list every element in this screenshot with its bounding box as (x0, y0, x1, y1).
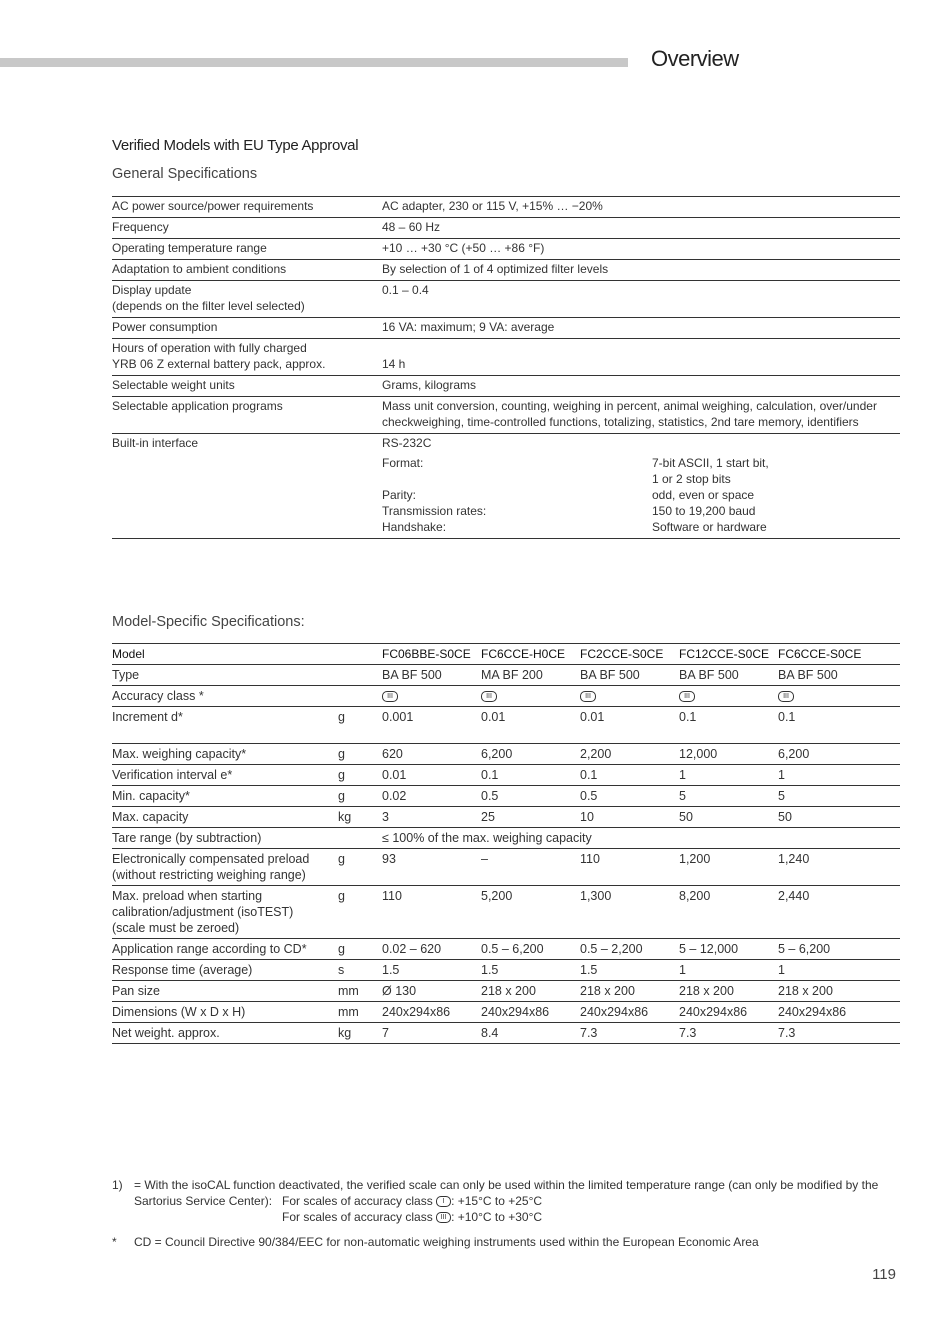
spec-label (112, 377, 382, 393)
model-row-unit (338, 688, 382, 704)
model-value: 5 – 12,000 (679, 942, 739, 956)
spec-value (382, 319, 900, 335)
accuracy-class-iii-icon: III (679, 691, 695, 702)
interface-param (382, 455, 900, 471)
model-value: 50 (679, 810, 693, 824)
spec-value-line: AC adapter, 230 or 115 V, +15% … −20% (382, 199, 603, 213)
model-row-label-line: Accuracy class * (112, 689, 204, 703)
model-row-label-line: Increment d* (112, 710, 183, 724)
model-row-label (112, 1004, 338, 1020)
spec-label-line: Hours of operation with fully charged (112, 341, 307, 355)
model-row-unit: kg (338, 810, 352, 824)
spec-label-line: YRB 06 Z external battery pack, approx. (112, 357, 326, 371)
model-row (112, 765, 900, 786)
accuracy-class-iii-icon: III (580, 691, 596, 702)
interface-param (382, 503, 900, 519)
model-row (112, 786, 900, 807)
model-row-label-line: Max. capacity (112, 810, 189, 824)
model-row-label (112, 688, 338, 704)
page-number: 119 (872, 1266, 896, 1283)
accuracy-cell (580, 688, 679, 704)
interface-param (382, 519, 900, 535)
model-value: 6,200 (481, 747, 513, 761)
spec-value-line: By selection of 1 of 4 optimized filter levels (382, 262, 609, 276)
spec-value-line: RS-232C (382, 436, 432, 450)
spec-value (382, 261, 900, 277)
model-value: 240x294x86 (778, 1005, 847, 1019)
model-row-label-line: Electronically compensated preload (112, 852, 310, 866)
model-value: 10 (580, 810, 594, 824)
model-row-unit: s (338, 963, 345, 977)
spec-value (382, 398, 900, 430)
model-row-unit: g (338, 889, 345, 903)
model-value: 2,200 (580, 747, 612, 761)
model-row-label-line: calibration/adjustment (isoTEST) (112, 905, 294, 919)
accuracy-class-iii-icon: III (382, 691, 398, 702)
model-value: – (481, 852, 488, 866)
model-row-label-line: Max. weighing capacity* (112, 747, 247, 761)
footnote-2 (112, 1234, 900, 1250)
model-value: 0.1 (481, 768, 499, 782)
model-value: 0.02 (382, 789, 407, 803)
param-value: 1 or 2 stop bits (652, 472, 731, 486)
model-row (112, 665, 900, 686)
model-row (112, 981, 900, 1002)
model-name: FC2CCE-S0CE (580, 647, 664, 661)
model-value: 0.01 (580, 710, 605, 724)
footnote-line (134, 1193, 900, 1209)
interface-params (382, 455, 900, 535)
model-value: 1 (679, 963, 686, 977)
spec-label-line: Power consumption (112, 320, 218, 334)
model-value: 5 (778, 789, 785, 803)
model-value: 50 (778, 810, 792, 824)
footnote-marker: * (112, 1235, 117, 1249)
model-row-unit: mm (338, 984, 359, 998)
spec-label (112, 261, 382, 277)
model-row-label-line: Verification interval e* (112, 768, 233, 782)
model-value: 5,200 (481, 889, 513, 903)
footnote-text: For scales of accuracy class (282, 1210, 433, 1224)
spec-value-line: 16 VA: maximum; 9 VA: average (382, 320, 555, 334)
accuracy-class-iii-icon: III (778, 691, 794, 702)
model-row-label-line: Tare range (by subtraction) (112, 831, 262, 845)
model-row-label-line: Application range according to CD* (112, 942, 307, 956)
model-name: FC06BBE-S0CE (382, 647, 471, 661)
spec-label (112, 219, 382, 235)
model-value: 7 (382, 1026, 389, 1040)
model-row-unit: g (338, 942, 345, 956)
model-value: 8.4 (481, 1026, 499, 1040)
model-value: 1,200 (679, 852, 711, 866)
param-key: Format: (382, 456, 424, 470)
footnote-line (134, 1209, 900, 1225)
model-row-span-value: ≤ 100% of the max. weighing capacity (382, 831, 592, 845)
spec-label (112, 282, 382, 314)
interface-param (382, 471, 900, 487)
model-row-unit: g (338, 747, 345, 761)
spec-row (112, 281, 900, 318)
footnote-text: : +15°C to +25°C (451, 1194, 543, 1208)
model-row-label (112, 941, 338, 957)
spec-value (382, 435, 900, 535)
spec-row (112, 318, 900, 339)
model-value: 0.1 (679, 710, 697, 724)
model-value: 240x294x86 (382, 1005, 451, 1019)
model-row-label (112, 746, 338, 762)
model-specs-table (112, 643, 900, 1044)
model-row-label-line: Pan size (112, 984, 160, 998)
model-value: BA BF 500 (778, 668, 838, 682)
model-header-row (112, 644, 900, 665)
spec-value (382, 240, 900, 256)
model-row-label (112, 830, 338, 846)
footnote-text: Sartorius Service Center): (134, 1194, 273, 1208)
model-value: 25 (481, 810, 495, 824)
model-row (112, 1023, 900, 1044)
model-row-label (112, 767, 338, 783)
model-row-label-line: Net weight. approx. (112, 1026, 220, 1040)
model-value: 218 x 200 (679, 984, 734, 998)
spec-value-line: checkweighing, time-controlled functions, totalizing, statistics, 2nd tare memory, identifiers (382, 415, 859, 429)
model-header-label: Model (112, 647, 145, 661)
model-value: 0.01 (481, 710, 506, 724)
spec-label-line: Adaptation to ambient conditions (112, 262, 287, 276)
spec-label-line: AC power source/power requirements (112, 199, 314, 213)
model-value: 110 (382, 889, 402, 903)
spec-label-line: Operating temperature range (112, 241, 267, 255)
spec-label-line: Frequency (112, 220, 169, 234)
spec-row (112, 197, 900, 218)
model-row-label (112, 809, 338, 825)
general-specs-title: General Specifications (112, 166, 258, 182)
model-value: 240x294x86 (679, 1005, 748, 1019)
param-key: Handshake: (382, 520, 447, 534)
accuracy-cell (778, 688, 887, 704)
footnotes (112, 1177, 900, 1250)
model-row (112, 886, 900, 939)
accuracy-class-iii-icon: III (481, 691, 497, 702)
model-name: FC12CCE-S0CE (679, 647, 770, 661)
model-row-label-line: Dimensions (W x D x H) (112, 1005, 246, 1019)
spec-value (382, 198, 900, 214)
model-value: 240x294x86 (481, 1005, 550, 1019)
model-row-label (112, 1025, 338, 1041)
spec-row (112, 339, 900, 376)
model-value: 0.5 (580, 789, 598, 803)
footnote-text: For scales of accuracy class (282, 1194, 433, 1208)
model-row (112, 744, 900, 765)
model-value: 620 (382, 747, 403, 761)
accuracy-cell (382, 688, 481, 704)
param-key (382, 471, 652, 487)
model-value: 0.5 (481, 789, 499, 803)
model-value: 2,440 (778, 889, 810, 903)
model-row (112, 939, 900, 960)
spec-value-line: Mass unit conversion, counting, weighing in percent, animal weighing, calculation, over/under (382, 399, 877, 413)
accuracy-cell (481, 688, 580, 704)
spec-value (382, 340, 900, 372)
model-value: 110 (580, 852, 600, 866)
spec-label (112, 319, 382, 335)
spec-label (112, 198, 382, 214)
spec-value-line (382, 340, 900, 356)
param-key: Parity: (382, 488, 417, 502)
footnote-marker: 1) (112, 1178, 123, 1192)
spec-label-line: (depends on the filter level selected) (112, 299, 305, 313)
model-row (112, 849, 900, 886)
spec-label (112, 398, 382, 430)
model-value: 93 (382, 852, 396, 866)
model-specs-title: Model-Specific Specifications: (112, 614, 305, 630)
accuracy-class-icon: I (436, 1196, 451, 1207)
model-value: 218 x 200 (778, 984, 833, 998)
model-row-label-line: (without restricting weighing range) (112, 868, 306, 882)
model-value: BA BF 500 (580, 668, 640, 682)
model-value: 5 (679, 789, 686, 803)
spec-label (112, 340, 382, 372)
model-row-label (112, 962, 338, 978)
footnote-text: : +10°C to +30°C (451, 1210, 543, 1224)
spec-row (112, 218, 900, 239)
model-row (112, 807, 900, 828)
footnote-1 (112, 1177, 900, 1225)
model-row (112, 686, 900, 707)
section-title: Verified Models with EU Type Approval (112, 137, 359, 154)
interface-param (382, 487, 900, 503)
model-value: 1.5 (481, 963, 499, 977)
header-bar (0, 58, 628, 67)
model-name: FC6CCE-H0CE (481, 647, 566, 661)
model-value: Ø 130 (382, 984, 417, 998)
model-row-unit: g (338, 710, 345, 724)
model-row-label (112, 851, 338, 883)
model-row-unit (338, 830, 382, 846)
model-value: 0.01 (382, 768, 407, 782)
model-value: 0.1 (580, 768, 598, 782)
model-value: 1,300 (580, 889, 612, 903)
spec-value (382, 282, 900, 314)
general-specs-table (112, 196, 900, 539)
accuracy-cell (679, 688, 778, 704)
model-row (112, 960, 900, 981)
spec-value-line: 0.1 – 0.4 (382, 283, 429, 297)
spec-value-line: Grams, kilograms (382, 378, 477, 392)
model-value: 7.3 (580, 1026, 598, 1040)
accuracy-class-icon: III (436, 1212, 451, 1223)
model-row-unit: mm (338, 1005, 359, 1019)
param-key: Transmission rates: (382, 504, 487, 518)
model-value: 6,200 (778, 747, 810, 761)
spec-value (382, 219, 900, 235)
param-value: odd, even or space (652, 488, 755, 502)
spec-label-line: Selectable weight units (112, 378, 235, 392)
spec-row (112, 239, 900, 260)
model-name: FC6CCE-S0CE (778, 647, 862, 661)
page-title: Overview (651, 46, 739, 71)
model-value: 1 (778, 768, 785, 782)
model-value: BA BF 500 (679, 668, 739, 682)
model-row-unit: g (338, 789, 345, 803)
spec-label: Built-in interface (112, 436, 199, 450)
footnote-text: CD = Council Directive 90/384/EEC for non-automatic weighing instruments used within the European Economic Area (134, 1235, 759, 1249)
model-header-unit (338, 646, 382, 662)
model-value: 5 – 6,200 (778, 942, 831, 956)
model-row-label-line: Response time (average) (112, 963, 253, 977)
spec-row (112, 260, 900, 281)
model-row-label-line: Type (112, 668, 140, 682)
spec-label (112, 240, 382, 256)
model-value: 1 (778, 963, 785, 977)
spec-label-line: Selectable application programs (112, 399, 283, 413)
model-row-unit (338, 667, 382, 683)
model-value: MA BF 200 (481, 668, 543, 682)
spec-row (112, 397, 900, 434)
spec-value-line: +10 … +30 °C (+50 … +86 °F) (382, 241, 545, 255)
model-value: 7.3 (679, 1026, 697, 1040)
model-value: 240x294x86 (580, 1005, 649, 1019)
model-row-label (112, 709, 338, 741)
model-value: 7.3 (778, 1026, 796, 1040)
param-value: Software or hardware (652, 520, 767, 534)
model-value: BA BF 500 (382, 668, 442, 682)
footnote-text: = With the isoCAL function deactivated, the verified scale can only be used within the limited temperature range (can only be modified by the (134, 1178, 879, 1192)
model-row (112, 1002, 900, 1023)
model-row-label-line: Min. capacity* (112, 789, 190, 803)
model-value: 0.5 – 6,200 (481, 942, 544, 956)
model-row (112, 828, 900, 849)
spec-label-line: Display update (112, 283, 192, 297)
model-value: 8,200 (679, 889, 711, 903)
model-value: 218 x 200 (481, 984, 536, 998)
model-value: 0.5 – 2,200 (580, 942, 643, 956)
model-value: 1,240 (778, 852, 810, 866)
param-value: 7-bit ASCII, 1 start bit, (652, 456, 769, 470)
param-value: 150 to 19,200 baud (652, 504, 756, 518)
model-value: 1 (679, 768, 686, 782)
model-row-unit: g (338, 852, 345, 866)
spec-row-interface (112, 434, 900, 539)
model-value: 0.001 (382, 710, 414, 724)
model-value: 0.02 – 620 (382, 942, 442, 956)
model-row-label-line: (scale must be zeroed) (112, 921, 240, 935)
spec-row (112, 376, 900, 397)
spec-value-line: 48 – 60 Hz (382, 220, 441, 234)
spec-value-line: 14 h (382, 357, 406, 371)
model-row-label (112, 667, 338, 683)
model-row-label (112, 788, 338, 804)
model-value: 12,000 (679, 747, 718, 761)
model-value: 3 (382, 810, 389, 824)
spec-value (382, 377, 900, 393)
model-row-label (112, 983, 338, 999)
model-row-label-line: Max. preload when starting (112, 889, 263, 903)
model-row (112, 707, 900, 744)
model-value: 0.1 (778, 710, 796, 724)
model-row-label (112, 888, 338, 936)
model-value: 218 x 200 (580, 984, 635, 998)
model-value: 1.5 (580, 963, 598, 977)
model-row-unit: kg (338, 1026, 352, 1040)
model-value: 1.5 (382, 963, 400, 977)
model-row-unit: g (338, 768, 345, 782)
